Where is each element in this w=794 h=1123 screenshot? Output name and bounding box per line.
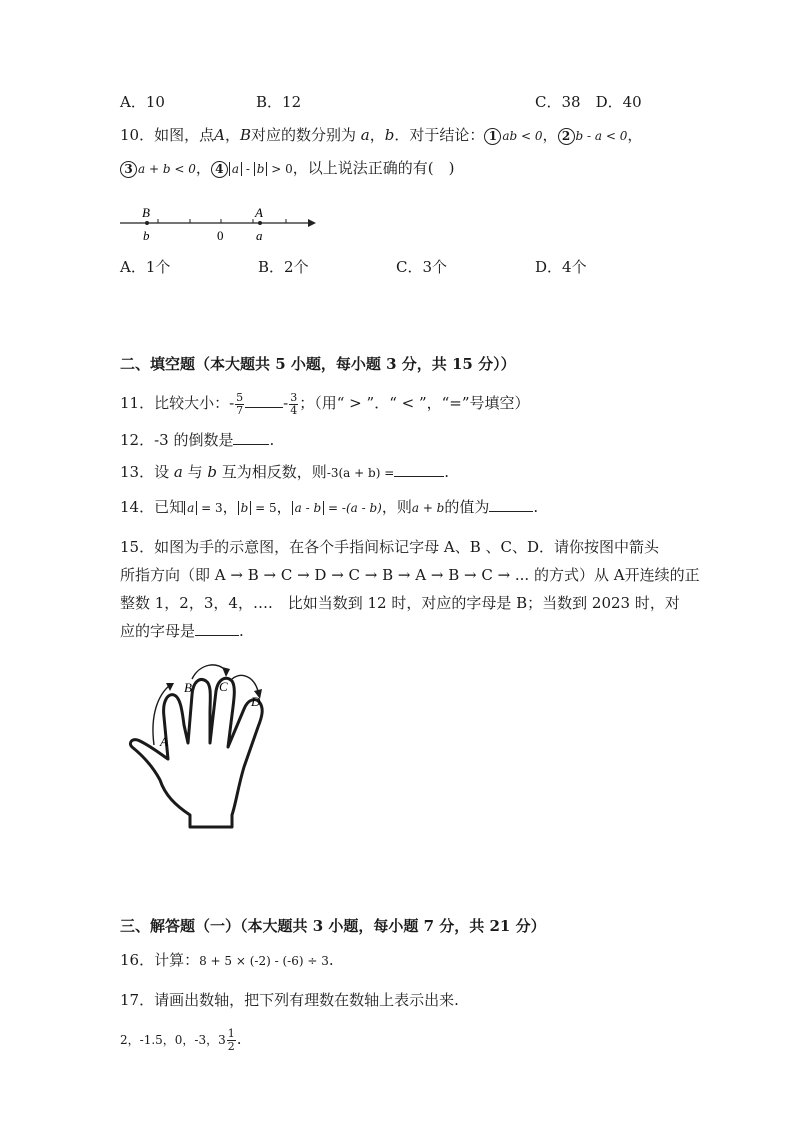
point-b-dot [145, 221, 149, 225]
number-line-figure [110, 200, 320, 250]
q13 [120, 462, 449, 483]
q11-prefix: 11．比较大小： [120, 394, 230, 412]
var-b: b [207, 463, 218, 481]
q10-comma: ， [195, 159, 211, 177]
abs-b: b [254, 162, 268, 176]
q12-text: 12．-3 的倒数是 [120, 431, 234, 449]
numerator: 3 [290, 390, 298, 404]
q11-instruction: ；（用“ > ”．“ < ”，“=”号填空） [299, 394, 530, 412]
q17-numbers: 2，-1.5，0，-3，3 [120, 1033, 226, 1047]
q13-mid2: 互为相反数，则 [221, 463, 327, 481]
label-0: 0 [217, 228, 224, 243]
circled-1-icon: 1 [484, 128, 501, 145]
var-a: a [173, 463, 183, 481]
minus: - [283, 394, 289, 412]
section2-title: 二、填空题（本大题共 5 小题，每小题 3 分，共 15 分）） [120, 355, 516, 373]
q11 [120, 390, 530, 417]
denominator: 4 [290, 403, 298, 417]
numerator: 1 [227, 1026, 235, 1040]
q11-answer-blank[interactable] [245, 393, 283, 408]
abs-a-minus-b: a - b [292, 501, 325, 515]
hand-figure [120, 655, 290, 840]
label-a: a [256, 228, 263, 243]
q9-option-b: B．12 [256, 93, 302, 111]
eq5: = 5 [255, 501, 277, 515]
q17: 17．请画出数轴，把下列有理数在数轴上表示出来. [120, 991, 459, 1009]
q10-end: ，以上说法正确的有( ) [292, 159, 455, 177]
q10-mid: 对应的数分别为 [250, 126, 356, 144]
q10-tail: ．对于结论： [394, 126, 485, 144]
label-b: b [143, 228, 150, 243]
q10-point-b: B [239, 126, 251, 144]
q14-mid: ，则 [381, 498, 412, 516]
q10-prefix: 10．如图，点 [120, 126, 215, 144]
q12-end: . [269, 431, 275, 449]
abs-a: a [229, 162, 242, 176]
q13-answer-blank[interactable] [394, 462, 444, 477]
circled-2-icon: 2 [558, 128, 575, 145]
q17-list [120, 1026, 242, 1053]
q10-line2 [120, 158, 454, 179]
q14 [120, 497, 538, 518]
q10-conclusion-3: a + b < 0 [138, 162, 196, 176]
q12-answer-blank[interactable] [233, 430, 269, 445]
q10-option-c: C．3个 [396, 258, 448, 276]
fraction-3-4 [289, 392, 298, 417]
circled-4-icon: 4 [211, 161, 228, 178]
a-plus-b: a + b [411, 501, 445, 515]
q13-end: . [444, 463, 450, 481]
q10-sep: ， [224, 126, 240, 144]
q9-option-a: A．10 [120, 93, 165, 111]
q10-point-a: A [214, 126, 225, 144]
number-line-arrow [308, 219, 316, 227]
arrow-arc-bc [192, 665, 226, 679]
q14-tail: 的值为 [444, 498, 490, 516]
q10-line1 [120, 125, 642, 146]
numerator: 5 [236, 390, 244, 404]
q13-expression: -3(a + b) = [326, 466, 395, 480]
fraction-5-7 [235, 392, 244, 417]
q10-var-a: a [360, 126, 370, 144]
hand-label-a: A [160, 734, 168, 749]
hand-label-c: C [219, 679, 228, 694]
q13-prefix: 13．设 [120, 463, 170, 481]
denominator: 2 [227, 1039, 235, 1053]
q10-sep2: ， [369, 126, 385, 144]
q10-option-d: D．4个 [535, 258, 587, 276]
q15-line3: 整数 1，2，3，4，…. 比如当数到 12 时，对应的字母是 B；当数到 2023 时，对 [120, 594, 680, 612]
section3-title: 三、解答题（一）（本大题共 3 小题，每小题 7 分，共 21 分） [120, 917, 546, 935]
circled-3-icon: 3 [120, 161, 137, 178]
q16 [120, 950, 334, 971]
q10-conclusion-1: ab < 0 [502, 129, 543, 143]
label-A: A [255, 205, 263, 220]
eq3: = 3 [201, 501, 223, 515]
q15-line4-text: 应的字母是 [120, 622, 196, 640]
q14-answer-blank[interactable] [489, 497, 533, 512]
q16-prefix: 16．计算： [120, 951, 200, 969]
q10-var-b: b [384, 126, 395, 144]
arrow-head-bc [222, 667, 230, 677]
q14-end: . [533, 498, 539, 516]
q15-answer-blank[interactable] [195, 621, 239, 636]
q10-conclusion-4 [229, 162, 293, 176]
sep: ， [276, 498, 292, 516]
q15-line1: 15．如图为手的示意图，在各个手指间标记字母 A、B 、C、D．请你按图中箭头 [120, 538, 659, 556]
hand-outline [130, 678, 262, 827]
q16-end: . [328, 951, 334, 969]
q10-comma: ， [542, 126, 558, 144]
q9-option-cd: C．38 D．40 [535, 93, 642, 111]
hand-label-b: B [184, 680, 192, 695]
q13-mid: 与 [187, 463, 203, 481]
minus: - [229, 394, 235, 412]
abs-a: a [184, 501, 197, 515]
label-B: B [142, 205, 150, 220]
hand-label-d: D [251, 694, 261, 709]
q15-line4 [120, 621, 244, 641]
q15-end: . [239, 622, 244, 640]
q16-expression: 8 + 5 × (-2) - (-6) ÷ 3 [199, 954, 329, 968]
q10-comma: ， [627, 126, 643, 144]
q15-line2: 所指方向（即 A → B → C → D → C → B → A → B → C → ... 的方式）从 A开连续的正 [120, 566, 700, 584]
point-a-dot [258, 221, 262, 225]
q17-end: . [236, 1030, 242, 1048]
minus: - [245, 162, 250, 176]
denominator: 7 [236, 403, 244, 417]
eq-neg: = -(a - b) [328, 501, 382, 515]
q14-prefix: 14．已知 [120, 498, 185, 516]
q12 [120, 430, 274, 450]
q10-option-a: A．1个 [120, 258, 171, 276]
sep: ， [222, 498, 238, 516]
fraction-1-2 [227, 1028, 236, 1053]
gt-zero: > 0 [271, 162, 293, 176]
q10-conclusion-2: b - a < 0 [575, 129, 628, 143]
abs-b: b [238, 501, 252, 515]
arrow-arc-cd [232, 675, 258, 691]
q10-option-b: B．2个 [258, 258, 309, 276]
